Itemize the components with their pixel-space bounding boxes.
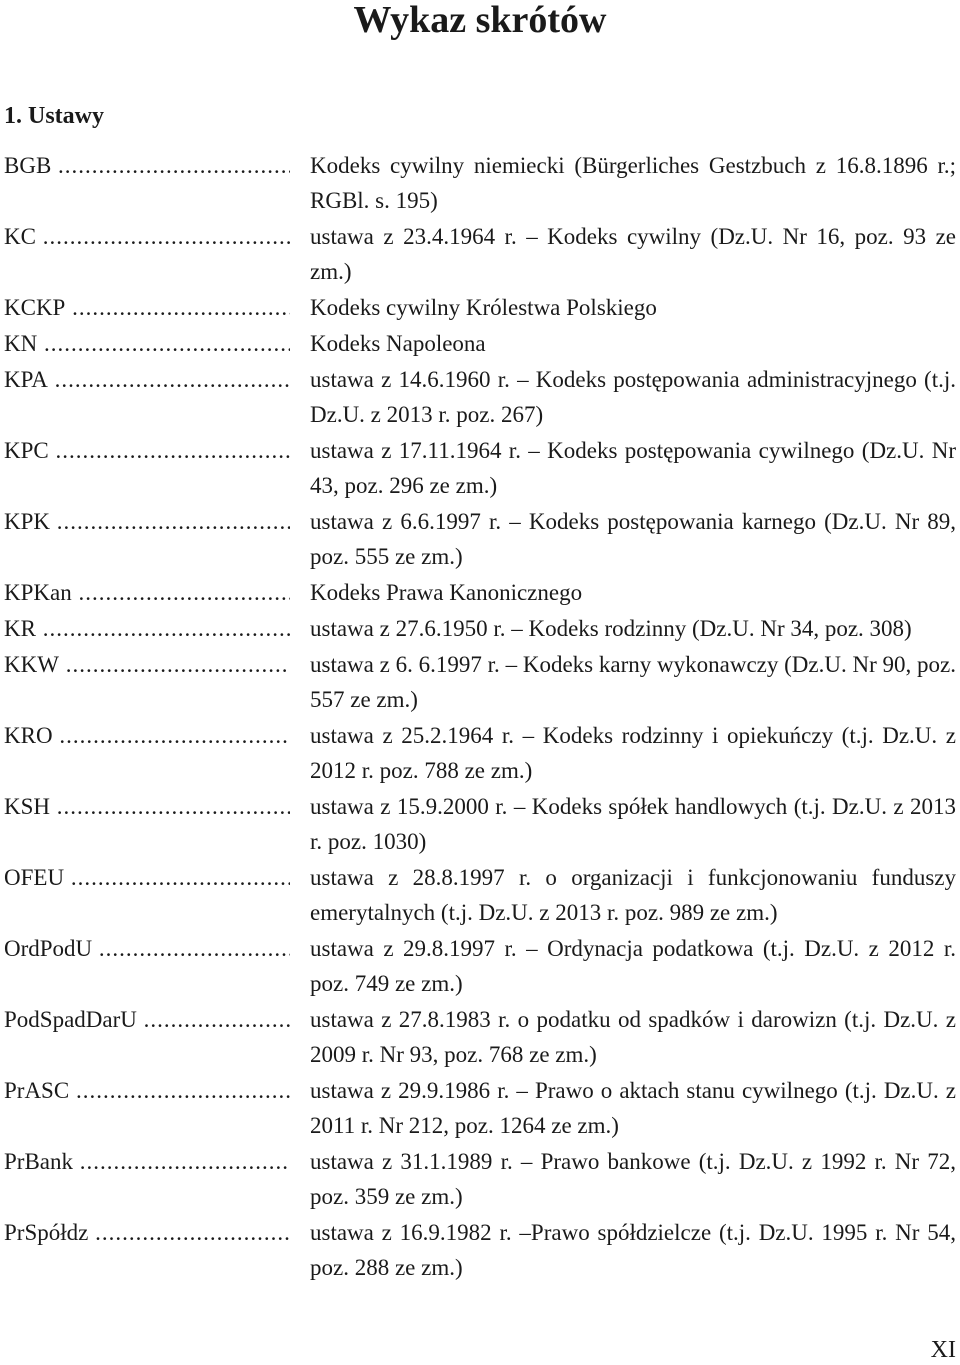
abbreviation: KSH ..... xyxy=(4,789,290,824)
abbreviation: BGB ..... xyxy=(4,148,290,183)
abbreviation: PrBank ..... xyxy=(4,1144,290,1179)
abbreviation-description: ustawa z 15.9.2000 r. – Kodeks spółek handlowych (t.j. Dz.U. z 2013 r. poz. 1030) xyxy=(310,794,956,854)
abbreviation-entry xyxy=(4,718,956,788)
abbreviation-description: ustawa z 14.6.1960 r. – Kodeks postępowania administracyjnego (t.j. Dz.U. z 2013 r. poz. 267) xyxy=(310,367,956,427)
abbreviation: KPA ..... xyxy=(4,362,290,397)
abbreviation: KPK ..... xyxy=(4,504,290,539)
abbreviation-description: Kodeks Prawa Kanonicznego xyxy=(310,580,583,605)
abbreviation-entry xyxy=(4,647,956,717)
abbreviation-entry xyxy=(4,219,956,289)
abbreviation-description: ustawa z 16.9.1982 r. –Prawo spółdzielcze (t.j. Dz.U. 1995 r. Nr 54, poz. 288 ze zm.) xyxy=(310,1220,956,1280)
abbreviation-description: Kodeks cywilny Królestwa Polskiego xyxy=(310,295,657,320)
abbreviation-entry xyxy=(4,433,956,503)
abbreviation-entry xyxy=(4,290,956,325)
abbreviation-description: ustawa z 29.9.1986 r. – Prawo o aktach stanu cywilnego (t.j. Dz.U. z 2011 r. Nr 212, poz. 1264 ze zm.) xyxy=(310,1078,956,1138)
abbreviation: PrASC ..... xyxy=(4,1073,290,1108)
abbreviation: OrdPodU ..... xyxy=(4,931,290,966)
abbreviation-entry xyxy=(4,931,956,1001)
page-number: XI xyxy=(930,1337,956,1363)
abbreviation-entry xyxy=(4,789,956,859)
abbreviation-description: ustawa z 29.8.1997 r. – Ordynacja podatkowa (t.j. Dz.U. z 2012 r. poz. 749 ze zm.) xyxy=(310,936,956,996)
abbreviation: KPC ..... xyxy=(4,433,290,468)
abbreviation-entry xyxy=(4,1144,956,1214)
abbreviation-entry xyxy=(4,1073,956,1143)
abbreviation-description: ustawa z 6. 6.1997 r. – Kodeks karny wykonawczy (Dz.U. Nr 90, poz. 557 ze zm.) xyxy=(310,652,956,712)
abbreviation: KR ..... xyxy=(4,611,290,646)
abbreviation-description: ustawa z 6.6.1997 r. – Kodeks postępowania karnego (Dz.U. Nr 89, poz. 555 ze zm.) xyxy=(310,509,956,569)
abbreviation: KC ..... xyxy=(4,219,290,254)
abbreviation-description: Kodeks Napoleona xyxy=(310,331,486,356)
abbreviation-entry xyxy=(4,860,956,930)
abbreviation-entry xyxy=(4,362,956,432)
abbreviation-entry xyxy=(4,326,956,361)
abbreviation-description: ustawa z 25.2.1964 r. – Kodeks rodzinny i opiekuńczy (t.j. Dz.U. z 2012 r. poz. 788 ze zm.) xyxy=(310,723,956,783)
abbreviation-description: Kodeks cywilny niemiecki (Bürgerliches Gestzbuch z 16.8.1896 r.; RGBl. s. 195) xyxy=(310,153,956,213)
abbreviation-list xyxy=(4,148,956,1285)
abbreviation: KPKan ..... xyxy=(4,575,290,610)
abbreviation-description: ustawa z 27.8.1983 r. o podatku od spadków i darowizn (t.j. Dz.U. z 2009 r. Nr 93, poz. 768 ze zm.) xyxy=(310,1007,956,1067)
abbreviation-entry xyxy=(4,1002,956,1072)
abbreviation-entry xyxy=(4,504,956,574)
abbreviation-description: ustawa z 17.11.1964 r. – Kodeks postępowania cywilnego (Dz.U. Nr 43, poz. 296 ze zm.) xyxy=(310,438,956,498)
abbreviation-entry xyxy=(4,148,956,218)
abbreviation: PrSpółdz ..... xyxy=(4,1215,290,1250)
page-title: Wykaz skrótów xyxy=(353,0,607,41)
abbreviation-description: ustawa z 27.6.1950 r. – Kodeks rodzinny (Dz.U. Nr 34, poz. 308) xyxy=(310,616,912,641)
abbreviation-entry xyxy=(4,575,956,610)
abbreviation-entry xyxy=(4,611,956,646)
abbreviation: KRO ..... xyxy=(4,718,290,753)
abbreviation: KN ..... xyxy=(4,326,290,361)
abbreviation: KKW ..... xyxy=(4,647,290,682)
abbreviation-description: ustawa z 31.1.1989 r. – Prawo bankowe (t.j. Dz.U. z 1992 r. Nr 72, poz. 359 ze zm.) xyxy=(310,1149,956,1209)
abbreviation-entry xyxy=(4,1215,956,1285)
abbreviation: KCKP ..... xyxy=(4,290,290,325)
section-heading: 1. Ustawy xyxy=(4,103,104,129)
abbreviation-description: ustawa z 28.8.1997 r. o organizacji i funkcjonowaniu funduszy emerytalnych (t.j. Dz.U. z 2013 r. poz. 989 ze zm.) xyxy=(310,865,956,925)
abbreviation: PodSpadDarU ..... xyxy=(4,1002,290,1037)
abbreviation-description: ustawa z 23.4.1964 r. – Kodeks cywilny (Dz.U. Nr 16, poz. 93 ze zm.) xyxy=(310,224,956,284)
abbreviation: OFEU ..... xyxy=(4,860,290,895)
